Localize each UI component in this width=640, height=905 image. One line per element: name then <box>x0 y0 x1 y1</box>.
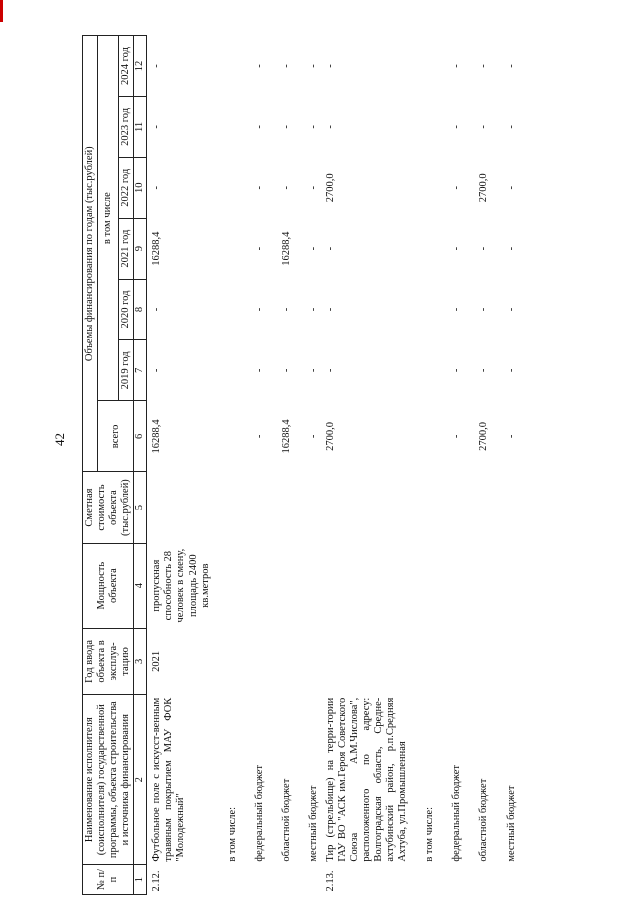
cell-y2021 <box>213 218 240 279</box>
cell-y2022: 2700,0 <box>324 173 336 203</box>
cell-year <box>437 628 464 695</box>
header-name: Наименование исполнителя (соисполнителя) государственной программы, объекта строительства и источника финансирования <box>83 695 134 865</box>
cell-y2021: - <box>253 246 265 251</box>
cell-y2024: - <box>253 64 265 68</box>
cell-year <box>267 628 294 695</box>
column-number: 6 <box>134 401 147 472</box>
cell-y2020: - <box>505 307 517 312</box>
header-num: № п/п <box>83 865 134 895</box>
cell-y2019: - <box>307 368 319 373</box>
table-row <box>213 36 240 895</box>
table-row <box>410 36 437 895</box>
cell-capacity <box>240 543 267 628</box>
column-number: 1 <box>134 865 147 895</box>
cell-year <box>294 628 321 695</box>
cell-y2019 <box>410 340 437 401</box>
cell-y2023: - <box>307 125 319 129</box>
cell-name: федеральный бюджет <box>253 765 265 862</box>
cell-capacity <box>437 543 464 628</box>
cell-cost <box>464 472 491 543</box>
table-row <box>464 36 491 895</box>
cell-y2024: - <box>451 64 463 68</box>
cell-y2022: - <box>253 186 265 190</box>
cell-y2024 <box>410 36 437 97</box>
cell-num <box>492 865 519 895</box>
header-year-5: 2023 год <box>119 96 134 157</box>
cell-name: федеральный бюджет <box>451 765 463 862</box>
cell-y2020: - <box>307 307 319 312</box>
cell-y2023: - <box>451 125 463 129</box>
header-funding-group: Объемы финансирования по годам (тыс.рублей) <box>83 36 98 472</box>
cell-y2019: - <box>324 368 336 373</box>
cell-y2023: - <box>280 125 292 129</box>
cell-y2022: 2700,0 <box>478 173 490 203</box>
cell-y2023 <box>410 96 437 157</box>
column-number: 10 <box>134 157 147 218</box>
cell-cost <box>321 472 410 543</box>
cell-total: - <box>451 434 463 439</box>
cell-num <box>213 865 240 895</box>
cell-num <box>240 865 267 895</box>
cell-year <box>213 628 240 695</box>
cell-cost <box>147 472 213 543</box>
header-incl: в том числе <box>98 36 119 401</box>
cell-cost <box>213 472 240 543</box>
column-number: 7 <box>134 340 147 401</box>
column-number: 4 <box>134 543 147 628</box>
cell-y2023: - <box>253 125 265 129</box>
cell-y2019: - <box>151 368 163 373</box>
column-number: 8 <box>134 279 147 340</box>
cell-total: - <box>307 434 319 439</box>
table-row <box>437 36 464 895</box>
cell-capacity <box>294 543 321 628</box>
table-header <box>83 36 147 895</box>
column-number: 2 <box>134 695 147 865</box>
cell-y2024 <box>213 36 240 97</box>
cell-y2021: - <box>505 246 517 251</box>
cell-y2023: - <box>505 125 517 129</box>
cell-cost <box>294 472 321 543</box>
cell-y2021: - <box>478 246 490 251</box>
header-total: всего <box>98 401 134 472</box>
cell-total: 2700,0 <box>324 421 336 451</box>
cell-cost <box>437 472 464 543</box>
header-cost: Сметная стоимость объекта (тыс.рублей) <box>83 472 134 543</box>
cell-y2019: - <box>478 368 490 373</box>
table-row <box>147 36 213 895</box>
cell-y2019: - <box>280 368 292 373</box>
cell-y2020: - <box>280 307 292 312</box>
page-number: 42 <box>52 433 67 446</box>
column-number: 3 <box>134 628 147 695</box>
cell-y2021: 16288,4 <box>151 231 163 266</box>
cell-y2023: - <box>478 125 490 129</box>
header-capacity: Мощность объекта <box>83 543 134 628</box>
cell-cost <box>240 472 267 543</box>
cell-total: 16288,4 <box>280 419 292 454</box>
cell-y2021: - <box>307 246 319 251</box>
header-year-1: 2019 год <box>119 340 134 401</box>
rotated-table-wrapper <box>82 35 622 895</box>
cell-capacity <box>464 543 491 628</box>
cell-y2020: - <box>451 307 463 312</box>
header-year-6: 2024 год <box>119 36 134 97</box>
cell-y2021 <box>410 218 437 279</box>
cell-y2020: - <box>478 307 490 312</box>
cell-y2021: - <box>324 246 336 251</box>
cell-capacity <box>267 543 294 628</box>
cell-y2021: - <box>451 246 463 251</box>
cell-capacity <box>410 543 437 628</box>
cell-year <box>464 628 491 695</box>
header-year-3: 2021 год <box>119 218 134 279</box>
cell-y2022 <box>410 157 437 218</box>
cell-y2020: - <box>324 307 336 312</box>
cell-capacity <box>321 543 410 628</box>
cell-y2023 <box>213 96 240 157</box>
financing-table <box>82 35 519 895</box>
cell-y2022: - <box>151 186 163 190</box>
cell-name: областной бюджет <box>280 778 292 862</box>
cell-name: местный бюджет <box>505 785 517 862</box>
cell-name: в том числе: <box>424 806 436 862</box>
cell-y2024: - <box>478 64 490 68</box>
cell-year <box>492 628 519 695</box>
header-numbers-row <box>134 36 147 895</box>
cell-total: - <box>253 434 265 439</box>
cell-name: Футбольное поле с искусст-венным травяным покрытием МАУ ФОК "Молодежный" <box>151 697 187 862</box>
cell-num <box>437 865 464 895</box>
cell-num: 2.13. <box>324 870 336 892</box>
cell-name: областной бюджет <box>478 778 490 862</box>
cell-cost <box>492 472 519 543</box>
header-year: Год ввода объекта в эксплуа-тацию <box>83 628 134 695</box>
cell-y2024: - <box>324 64 336 68</box>
cell-year <box>321 628 410 695</box>
cell-total <box>410 401 437 472</box>
cell-y2022 <box>213 157 240 218</box>
cell-y2020 <box>213 279 240 340</box>
cell-cost <box>267 472 294 543</box>
cell-num <box>294 865 321 895</box>
header-year-4: 2022 год <box>119 157 134 218</box>
cell-y2024: - <box>151 64 163 68</box>
cell-y2020: - <box>253 307 265 312</box>
cell-capacity: пропускная способность 28 человек в смену, площадь 2400 кв.метров <box>151 548 211 623</box>
cell-y2024: - <box>280 64 292 68</box>
cell-y2020 <box>410 279 437 340</box>
cell-num: 2.12. <box>151 870 163 892</box>
table-row <box>321 36 410 895</box>
cell-name: Тир (стрельбище) на терри-тории ГАУ ВО "АСК им.Героя Советского Союза А.М.Числова", расположенного по адресу: Волгоградская область, Средне-ахтубинский район, р.п.Средняя Ахтуба, ул.Промышленная <box>324 697 409 862</box>
cell-y2021: 16288,4 <box>280 231 292 266</box>
cell-name: местный бюджет <box>307 785 319 862</box>
cell-y2024: - <box>505 64 517 68</box>
column-number: 9 <box>134 218 147 279</box>
cell-total <box>213 401 240 472</box>
cell-name: в том числе: <box>226 806 238 862</box>
cell-capacity <box>492 543 519 628</box>
column-number: 5 <box>134 472 147 543</box>
cell-num <box>267 865 294 895</box>
cell-y2023: - <box>324 125 336 129</box>
cell-y2019: - <box>253 368 265 373</box>
cell-year <box>240 628 267 695</box>
column-number: 11 <box>134 96 147 157</box>
cell-y2023: - <box>151 125 163 129</box>
cell-total: - <box>505 434 517 439</box>
table-row <box>240 36 267 895</box>
column-number: 12 <box>134 36 147 97</box>
cell-cost <box>410 472 437 543</box>
cell-total: 2700,0 <box>478 421 490 451</box>
cell-y2019 <box>213 340 240 401</box>
table-row <box>267 36 294 895</box>
cell-y2022: - <box>307 186 319 190</box>
table-row <box>294 36 321 895</box>
table-body <box>147 36 519 895</box>
cell-num <box>464 865 491 895</box>
cell-y2019: - <box>451 368 463 373</box>
cell-year: 2021 <box>151 650 163 672</box>
cell-y2022: - <box>451 186 463 190</box>
cell-capacity <box>213 543 240 628</box>
cell-y2022: - <box>280 186 292 190</box>
cell-year <box>410 628 437 695</box>
cell-y2024: - <box>307 64 319 68</box>
cell-num <box>410 865 437 895</box>
header-year-2: 2020 год <box>119 279 134 340</box>
edge-mark <box>0 0 3 22</box>
cell-y2022: - <box>505 186 517 190</box>
cell-total: 16288,4 <box>151 419 163 454</box>
table-row <box>492 36 519 895</box>
cell-y2019: - <box>505 368 517 373</box>
cell-y2020: - <box>151 307 163 312</box>
